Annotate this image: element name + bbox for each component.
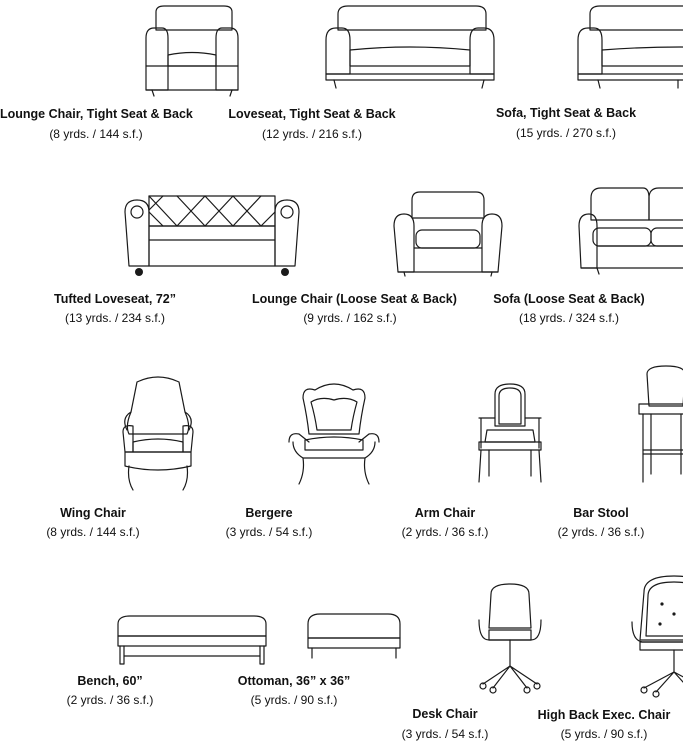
item-name: Bergere <box>245 506 293 520</box>
item-sofa-loose <box>458 182 680 332</box>
item-yardage: (12 yrds. / 216 s.f.) <box>261 127 363 141</box>
item-bergere <box>204 372 334 544</box>
item-yardage: (3 yrds. / 54 s.f.) <box>225 525 313 539</box>
item-yardage: (2 yrds. / 36 s.f.) <box>66 693 154 707</box>
item-yardage: (3 yrds. / 54 s.f.) <box>401 727 489 741</box>
item-bar-stool <box>536 362 666 544</box>
item-yardage: (2 yrds. / 36 s.f.) <box>557 525 645 539</box>
item-yardage: (8 yrds. / 144 s.f.) <box>46 525 140 539</box>
item-name: High Back Exec. Chair <box>537 708 671 722</box>
item-name: Bench, 60” <box>77 674 143 688</box>
item-yardage: (2 yrds. / 36 s.f.) <box>401 525 489 539</box>
item-ottoman <box>234 600 354 710</box>
high-back-exec-chair-illustration <box>604 570 683 700</box>
item-lounge-loose <box>252 182 457 332</box>
item-yardage: (13 yrds. / 234 s.f.) <box>64 311 166 325</box>
item-name: Sofa, Tight Seat & Back <box>495 106 637 120</box>
item-yardage: (5 yrds. / 90 s.f.) <box>560 727 648 741</box>
item-sofa-tight <box>452 0 680 150</box>
item-yardage: (15 yrds. / 270 s.f.) <box>515 126 617 140</box>
item-bench <box>28 600 192 710</box>
item-yardage: (8 yrds. / 144 s.f.) <box>49 127 143 141</box>
item-name: Lounge Chair (Loose Seat & Back) <box>252 292 457 306</box>
sofa-loose-illustration <box>569 182 683 282</box>
item-yardage: (9 yrds. / 162 s.f.) <box>303 311 397 325</box>
item-yardage: (5 yrds. / 90 s.f.) <box>250 693 338 707</box>
item-desk-chair <box>380 580 510 743</box>
item-name: Ottoman, 36” x 36” <box>237 674 351 688</box>
item-yardage: (18 yrds. / 324 s.f.) <box>518 311 620 325</box>
item-name: Sofa (Loose Seat & Back) <box>493 292 645 306</box>
item-name: Wing Chair <box>60 506 126 520</box>
item-name: Bar Stool <box>573 506 629 520</box>
item-loveseat-tight <box>214 0 410 150</box>
item-name: Arm Chair <box>414 506 476 520</box>
item-name: Loveseat, Tight Seat & Back <box>228 107 396 121</box>
sofa-tight-illustration <box>566 0 683 100</box>
item-arm-chair <box>380 372 510 544</box>
item-tufted-loveseat <box>18 182 212 332</box>
item-high-back-exec <box>534 570 674 743</box>
item-name: Lounge Chair, Tight Seat & Back <box>0 107 193 121</box>
item-wing-chair <box>28 372 158 544</box>
item-name: Desk Chair <box>412 707 478 721</box>
item-lounge-tight <box>0 0 192 150</box>
item-name: Tufted Loveseat, 72” <box>53 292 177 306</box>
bar-stool-illustration <box>601 362 683 502</box>
